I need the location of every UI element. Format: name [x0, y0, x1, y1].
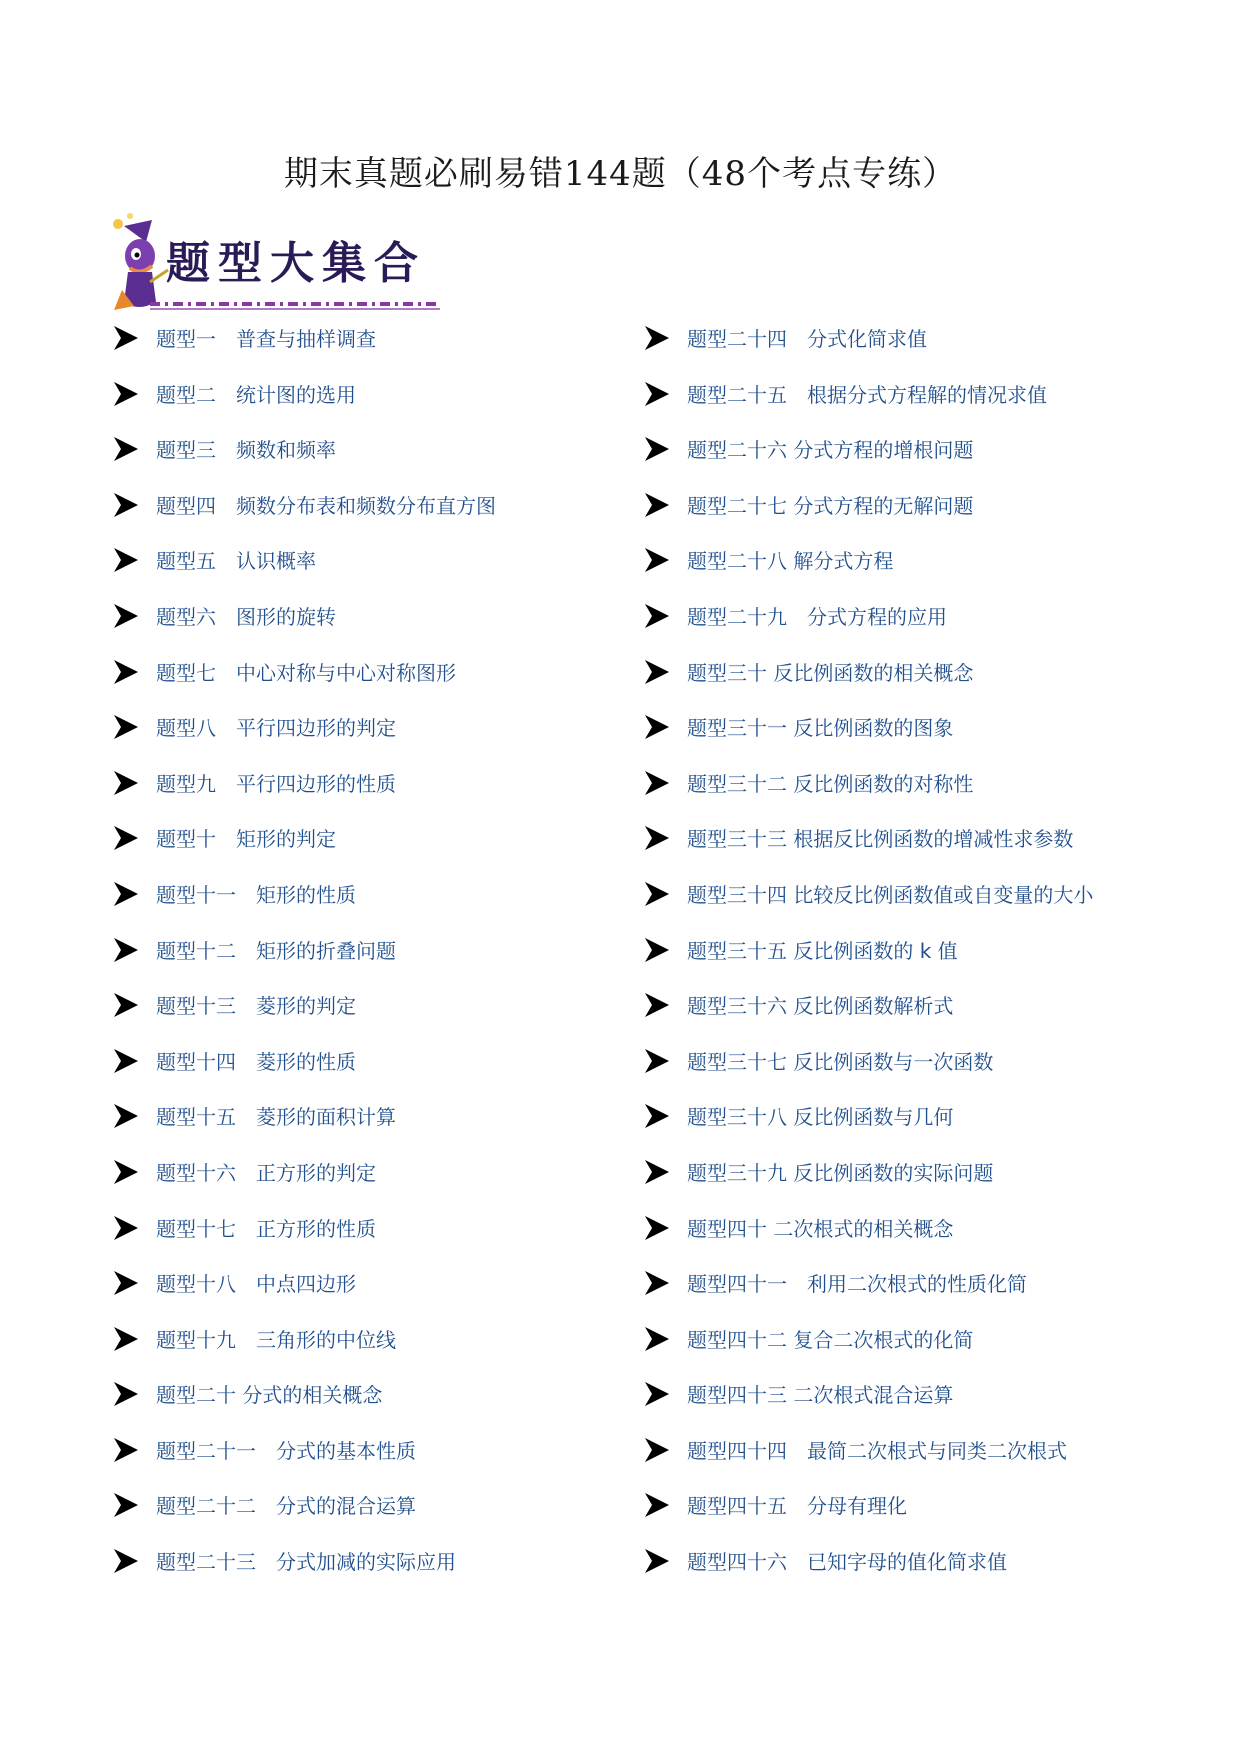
- arrow-bullet-icon: [112, 1436, 140, 1464]
- toc-item-label[interactable]: 题型四十一 利用二次根式的性质化简: [687, 1272, 1027, 1297]
- toc-item[interactable]: [643, 493, 1203, 549]
- page-title: 期末真题必刷易错144题（48个考点专练）: [283, 154, 958, 194]
- toc-item[interactable]: [643, 604, 1203, 660]
- arrow-bullet-icon: [112, 936, 140, 964]
- toc-item-label[interactable]: 题型四十三 二次根式混合运算: [687, 1383, 954, 1408]
- arrow-bullet-icon: [643, 991, 671, 1019]
- toc-item-label[interactable]: 题型三十九 反比例函数的实际问题: [687, 1160, 994, 1185]
- toc-item[interactable]: [112, 1493, 672, 1549]
- toc-item-label[interactable]: 题型三十五 反比例函数的 k 值: [687, 938, 958, 963]
- toc-item-label[interactable]: 题型七 中心对称与中心对称图形: [156, 660, 456, 685]
- toc-item-label[interactable]: 题型十一 矩形的性质: [156, 882, 356, 907]
- arrow-bullet-icon: [112, 324, 140, 352]
- toc-item-label[interactable]: 题型三十八 反比例函数与几何: [687, 1105, 954, 1130]
- toc-item[interactable]: [643, 1160, 1203, 1216]
- toc-item-label[interactable]: 题型六 图形的旋转: [156, 604, 336, 629]
- toc-item[interactable]: [643, 548, 1203, 604]
- toc-item-label[interactable]: 题型十二 矩形的折叠问题: [156, 938, 396, 963]
- toc-item-label[interactable]: 题型二十四 分式化简求值: [687, 327, 927, 351]
- arrow-bullet-icon: [112, 602, 140, 630]
- arrow-bullet-icon: [643, 1102, 671, 1130]
- toc-item[interactable]: [643, 771, 1203, 827]
- toc-item-label[interactable]: 题型二十三 分式加减的实际应用: [156, 1550, 456, 1575]
- arrow-bullet-icon: [643, 435, 671, 463]
- toc-item-label[interactable]: 题型三十六 反比例函数解析式: [687, 994, 954, 1019]
- arrow-bullet-icon: [112, 713, 140, 741]
- toc-item[interactable]: [112, 1382, 672, 1438]
- toc-item-label[interactable]: 题型四十五 分母有理化: [687, 1494, 907, 1519]
- toc-item[interactable]: [643, 382, 1203, 438]
- toc-item[interactable]: [643, 1271, 1203, 1327]
- arrow-bullet-icon: [643, 1380, 671, 1408]
- toc-item[interactable]: [112, 826, 672, 882]
- toc-item[interactable]: [643, 882, 1203, 938]
- arrow-bullet-icon: [643, 546, 671, 574]
- wizard-mascot-icon: [113, 213, 168, 310]
- toc-item-label[interactable]: 题型五 认识概率: [156, 549, 316, 574]
- arrow-bullet-icon: [112, 1547, 140, 1575]
- toc-item-label[interactable]: 题型二十二 分式的混合运算: [156, 1494, 416, 1519]
- toc-item[interactable]: [112, 660, 672, 716]
- toc-item[interactable]: [643, 1104, 1203, 1160]
- arrow-bullet-icon: [112, 491, 140, 519]
- toc-item[interactable]: [643, 1549, 1203, 1605]
- toc-item-label[interactable]: 题型十七 正方形的性质: [156, 1216, 376, 1241]
- toc-item-label[interactable]: 题型二十五 根据分式方程解的情况求值: [687, 382, 1047, 407]
- toc-item[interactable]: [112, 437, 672, 493]
- arrow-bullet-icon: [112, 824, 140, 852]
- arrow-bullet-icon: [643, 380, 671, 408]
- toc-item[interactable]: [643, 1382, 1203, 1438]
- toc-item[interactable]: [112, 548, 672, 604]
- arrow-bullet-icon: [112, 1102, 140, 1130]
- toc-item-label[interactable]: 题型十九 三角形的中位线: [156, 1327, 396, 1352]
- arrow-bullet-icon: [643, 658, 671, 686]
- toc-item[interactable]: [112, 1271, 672, 1327]
- toc-item-label[interactable]: 题型三十 反比例函数的相关概念: [687, 660, 974, 685]
- toc-item-label[interactable]: 题型一 普查与抽样调查: [156, 327, 376, 351]
- toc-item-label[interactable]: 题型九 平行四边形的性质: [156, 771, 396, 796]
- toc-item-label[interactable]: 题型二十八 解分式方程: [687, 549, 894, 574]
- arrow-bullet-icon: [643, 713, 671, 741]
- toc-item[interactable]: [112, 1549, 672, 1605]
- toc-item[interactable]: [112, 1216, 672, 1272]
- toc-item[interactable]: [112, 1104, 672, 1160]
- arrow-bullet-icon: [643, 1269, 671, 1297]
- toc-item[interactable]: [643, 326, 1203, 382]
- arrow-bullet-icon: [112, 991, 140, 1019]
- arrow-bullet-icon: [112, 1158, 140, 1186]
- toc-item-label[interactable]: 题型三十二 反比例函数的对称性: [687, 771, 974, 796]
- arrow-bullet-icon: [643, 602, 671, 630]
- toc-column-right: [643, 326, 1203, 1605]
- banner-title: 题型大集合: [166, 238, 426, 289]
- arrow-bullet-icon: [643, 324, 671, 352]
- arrow-bullet-icon: [112, 769, 140, 797]
- toc-item[interactable]: [643, 993, 1203, 1049]
- toc-item-label[interactable]: 题型二十 分式的相关概念: [156, 1383, 383, 1408]
- toc-item[interactable]: [643, 715, 1203, 771]
- toc-item-label[interactable]: 题型八 平行四边形的判定: [156, 716, 396, 741]
- arrow-bullet-icon: [643, 1547, 671, 1575]
- toc-item[interactable]: [643, 1049, 1203, 1105]
- toc-item-label[interactable]: 题型四十 二次根式的相关概念: [687, 1216, 954, 1241]
- banner-logo: [110, 212, 462, 324]
- toc-item[interactable]: [112, 715, 672, 771]
- arrow-bullet-icon: [643, 1436, 671, 1464]
- arrow-bullet-icon: [643, 1158, 671, 1186]
- toc-item-label[interactable]: 题型十六 正方形的判定: [156, 1160, 376, 1185]
- arrow-bullet-icon: [643, 1047, 671, 1075]
- toc-item[interactable]: [112, 938, 672, 994]
- toc-item-label[interactable]: 题型十 矩形的判定: [156, 827, 336, 852]
- toc-item-label[interactable]: 题型三十三 根据反比例函数的增减性求参数: [687, 827, 1074, 852]
- toc-item[interactable]: [112, 604, 672, 660]
- toc-item[interactable]: [643, 660, 1203, 716]
- toc-item-label[interactable]: 题型四十二 复合二次根式的化简: [687, 1327, 974, 1352]
- toc-item-label[interactable]: 题型二十一 分式的基本性质: [156, 1438, 416, 1463]
- toc-item[interactable]: [643, 1438, 1203, 1494]
- toc-item-label[interactable]: 题型二十六 分式方程的增根问题: [687, 438, 974, 463]
- toc-item[interactable]: [112, 771, 672, 827]
- arrow-bullet-icon: [643, 880, 671, 908]
- toc-item-label[interactable]: 题型十五 菱形的面积计算: [156, 1105, 396, 1130]
- arrow-bullet-icon: [643, 824, 671, 852]
- toc-item[interactable]: [643, 437, 1203, 493]
- toc-item-label[interactable]: 题型四 频数分布表和频数分布直方图: [156, 493, 496, 518]
- toc-column-left: [112, 326, 672, 1605]
- arrow-bullet-icon: [643, 769, 671, 797]
- arrow-bullet-icon: [112, 546, 140, 574]
- toc-item[interactable]: [112, 493, 672, 549]
- arrow-bullet-icon: [643, 1214, 671, 1242]
- arrow-bullet-icon: [112, 880, 140, 908]
- toc-item-label[interactable]: 题型四十六 已知字母的值化简求值: [687, 1550, 1007, 1575]
- toc-item-label[interactable]: 题型二 统计图的选用: [156, 382, 356, 407]
- arrow-bullet-icon: [112, 658, 140, 686]
- arrow-bullet-icon: [643, 491, 671, 519]
- toc-item-label[interactable]: 题型四十四 最简二次根式与同类二次根式: [687, 1438, 1067, 1463]
- toc-item-label[interactable]: 题型三 频数和频率: [156, 438, 336, 463]
- arrow-bullet-icon: [112, 380, 140, 408]
- toc-item[interactable]: [112, 326, 672, 382]
- arrow-bullet-icon: [643, 1491, 671, 1519]
- toc-item[interactable]: [643, 826, 1203, 882]
- toc-item[interactable]: [112, 1049, 672, 1105]
- toc-item[interactable]: [112, 882, 672, 938]
- toc-item-label[interactable]: 题型十八 中点四边形: [156, 1272, 356, 1297]
- toc-item-label[interactable]: 题型十四 菱形的性质: [156, 1049, 356, 1074]
- toc-item[interactable]: [643, 938, 1203, 994]
- arrow-bullet-icon: [112, 1269, 140, 1297]
- arrow-bullet-icon: [112, 1325, 140, 1353]
- toc-item-label[interactable]: 题型三十一 反比例函数的图象: [687, 716, 954, 741]
- toc-item-label[interactable]: 题型十三 菱形的判定: [156, 994, 356, 1019]
- toc-item[interactable]: [112, 1160, 672, 1216]
- toc-item-label[interactable]: 题型三十七 反比例函数与一次函数: [687, 1049, 994, 1074]
- toc-item-label[interactable]: 题型三十四 比较反比例函数值或自变量的大小: [687, 882, 1094, 907]
- toc-item-label[interactable]: 题型二十七 分式方程的无解问题: [687, 493, 974, 518]
- arrow-bullet-icon: [112, 1491, 140, 1519]
- toc-item[interactable]: [643, 1216, 1203, 1272]
- arrow-bullet-icon: [112, 1047, 140, 1075]
- toc-item[interactable]: [112, 382, 672, 438]
- arrow-bullet-icon: [643, 1325, 671, 1353]
- toc-item[interactable]: [112, 1327, 672, 1383]
- toc-item[interactable]: [643, 1493, 1203, 1549]
- arrow-bullet-icon: [643, 936, 671, 964]
- toc-item[interactable]: [112, 993, 672, 1049]
- toc-item-label[interactable]: 题型二十九 分式方程的应用: [687, 604, 947, 629]
- toc-item[interactable]: [643, 1327, 1203, 1383]
- arrow-bullet-icon: [112, 1380, 140, 1408]
- arrow-bullet-icon: [112, 1214, 140, 1242]
- toc-item[interactable]: [112, 1438, 672, 1494]
- arrow-bullet-icon: [112, 435, 140, 463]
